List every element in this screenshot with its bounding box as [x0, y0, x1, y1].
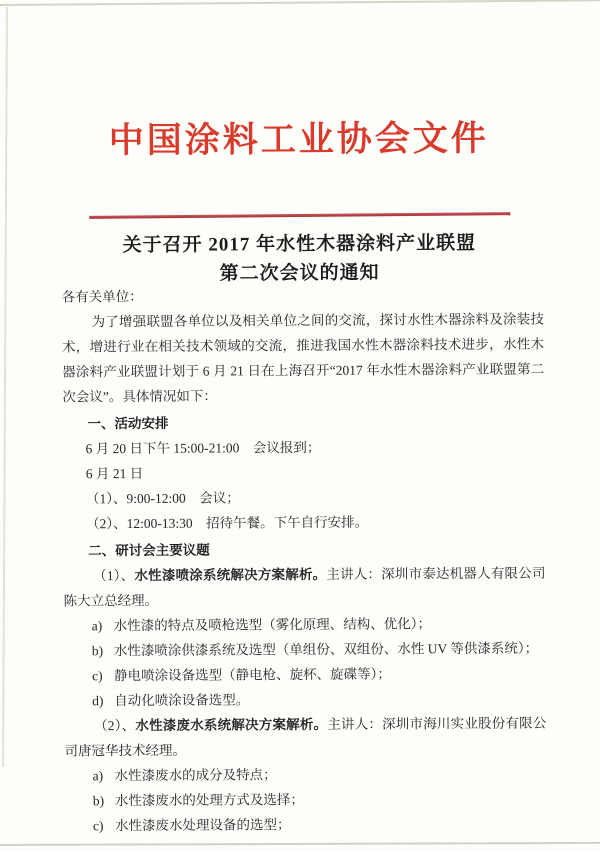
- topic2-title: 水性漆废水系统解决方案解析。: [135, 716, 328, 734]
- item-marker: a): [91, 618, 103, 634]
- topic1-speaker: 主讲人：深圳市泰达机器人有限公司陈大立总经理。: [63, 565, 546, 609]
- section1-heading: 一、活动安排: [87, 415, 169, 432]
- item-marker: d): [92, 693, 104, 709]
- item-text: 水性漆废水的成分及特点；: [114, 767, 277, 784]
- topic2-item: [65, 786, 547, 814]
- topic1-title: 水性漆喷涂系统解决方案解析。: [134, 566, 327, 584]
- section2-heading: 二、研讨会主要议题: [88, 542, 210, 559]
- topic2-paragraph: [64, 711, 546, 764]
- topic1-paragraph: [63, 561, 545, 614]
- document-title-line2: 第二次会议的通知: [219, 262, 380, 285]
- topic1-item: [64, 686, 546, 714]
- schedule-line: 6 月 21 日: [85, 465, 144, 482]
- item-text: 自动化喷涂设备选型。: [114, 692, 250, 709]
- document-body: [62, 282, 547, 839]
- schedule-line: （2）、12:00-13:30 招待午餐。下午自行安排。: [86, 514, 369, 532]
- schedule-line: （1）、9:00-12:00 会议；: [85, 490, 240, 507]
- schedule-line: 6 月 20 日下午 15:00-21:00 会议报到；: [85, 439, 321, 457]
- salutation: 各有关单位：: [61, 288, 143, 305]
- topic1-item: [64, 611, 546, 639]
- item-marker: b): [91, 643, 104, 659]
- topic1-item: [64, 661, 546, 689]
- topic2-speaker: 主讲人：深圳市海川实业股份有限公司唐冠华技术经理。: [64, 715, 547, 759]
- item-text: 静电喷涂设备选型（静电枪、旋杯、旋碟等）；: [113, 666, 391, 684]
- item-text: 水性漆的特点及喷枪选型（雾化原理、结构、优化）；: [113, 616, 432, 634]
- topic2-item: [65, 761, 547, 789]
- item-marker: a): [92, 768, 104, 784]
- intro-paragraph: 为了增强联盟各单位以及相关单位之间的交流，探讨水性木器涂料及涂装技术，增进行业在相关技术领域的交流，推进我国水性木器涂料技术进步，水性木器涂料产业联盟计划于 6 月 21 日在上海召开“2017 年水性木器涂料产业联盟第二次会议”。具体情况如下：: [61, 311, 545, 405]
- item-text: 水性漆喷涂供漆系统及选型（单组份、双组份、水性 UV 等供漆系统）；: [113, 640, 539, 659]
- document-title-line1: 关于召开 2017 年水性木器涂料产业联盟: [122, 232, 477, 257]
- topic2-item: [65, 811, 547, 839]
- topic1-item: [64, 636, 546, 664]
- org-letterhead-title: 中国涂料工业协会文件: [108, 118, 489, 161]
- topic1-number: （1）、: [93, 568, 135, 584]
- item-marker: b): [92, 793, 105, 809]
- document-title: [0, 228, 600, 290]
- item-text: 水性漆废水处理设备的选型；: [114, 817, 291, 834]
- topic2-number: （2）、: [93, 718, 136, 734]
- item-marker: c): [91, 668, 103, 684]
- item-text: 水性漆废水的处理方式及选择；: [114, 791, 304, 809]
- item-marker: c): [92, 818, 104, 834]
- letterhead-divider-rule: [89, 212, 510, 219]
